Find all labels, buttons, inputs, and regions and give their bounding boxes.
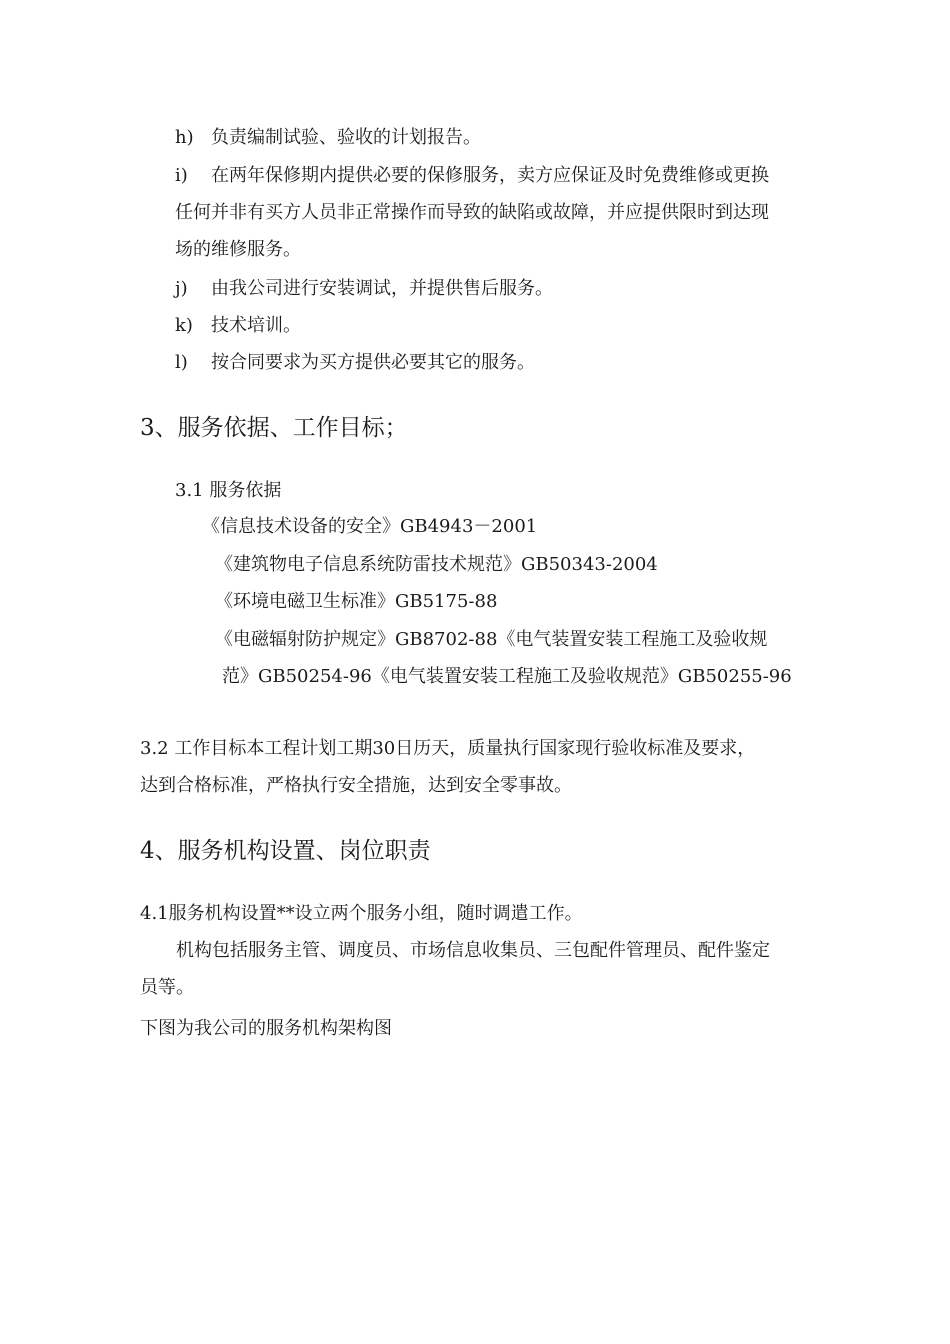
list-text: 在两年保修期内提供必要的保修服务，卖方应保证及时免费维修或更换 [211, 165, 769, 186]
list-text: 按合同要求为买方提供必要其它的服务。 [211, 352, 535, 373]
subsection-3-2-text: 3.2 工作目标本工程计划工期30日历天，质量执行国家现行验收标准及要求， [140, 738, 756, 759]
paragraph-text: 机构包括服务主管、调度员、市场信息收集员、三包配件管理员、配件鉴定 [176, 940, 770, 961]
list-item-h [175, 126, 481, 150]
subsection-3-2-text-continuation: 达到合格标准，严格执行安全措施，达到安全零事故。 [140, 775, 572, 796]
subsection-4-1-text: 4.1服务机构设置**设立两个服务小组，随时调遣工作。 [140, 903, 583, 924]
list-item-i-continuation: 任何并非有买方人员非正常操作而导致的缺陷或故障，并应提供限时到达现 [175, 202, 769, 223]
standard-item: 《建筑物电子信息系统防雷技术规范》GB50343-2004 [215, 554, 658, 575]
list-item-k [175, 314, 301, 338]
section-4-heading: 4、服务机构设置、岗位职责 [140, 838, 431, 864]
list-label: h) [175, 127, 194, 148]
list-text: 技术培训。 [211, 315, 301, 336]
subsection-3-1-heading: 3.1 服务依据 [175, 480, 282, 501]
list-item-i-continuation: 场的维修服务。 [175, 239, 301, 260]
list-item-i [175, 164, 769, 188]
list-item-l [175, 351, 535, 375]
list-label: i) [175, 165, 188, 186]
standard-item: 《信息技术设备的安全》GB4943－2001 [202, 516, 538, 537]
standard-item: 《电磁辐射防护规定》GB8702-88《电气装置安装工程施工及验收规 [215, 629, 768, 650]
standard-item-continuation: 范》GB50254-96《电气装置安装工程施工及验收规范》GB50255-96 [222, 666, 792, 687]
figure-caption: 下图为我公司的服务机构架构图 [140, 1018, 392, 1039]
list-text: 负责编制试验、验收的计划报告。 [211, 127, 481, 148]
list-item-j [175, 277, 553, 301]
section-3-heading: 3、服务依据、工作目标； [140, 415, 408, 441]
list-label: k) [175, 315, 193, 336]
standard-item: 《环境电磁卫生标准》GB5175-88 [215, 591, 498, 612]
paragraph-text-continuation: 员等。 [140, 977, 194, 998]
list-text: 由我公司进行安装调试，并提供售后服务。 [211, 278, 553, 299]
list-label: l) [175, 352, 188, 373]
list-label: j) [175, 278, 188, 299]
